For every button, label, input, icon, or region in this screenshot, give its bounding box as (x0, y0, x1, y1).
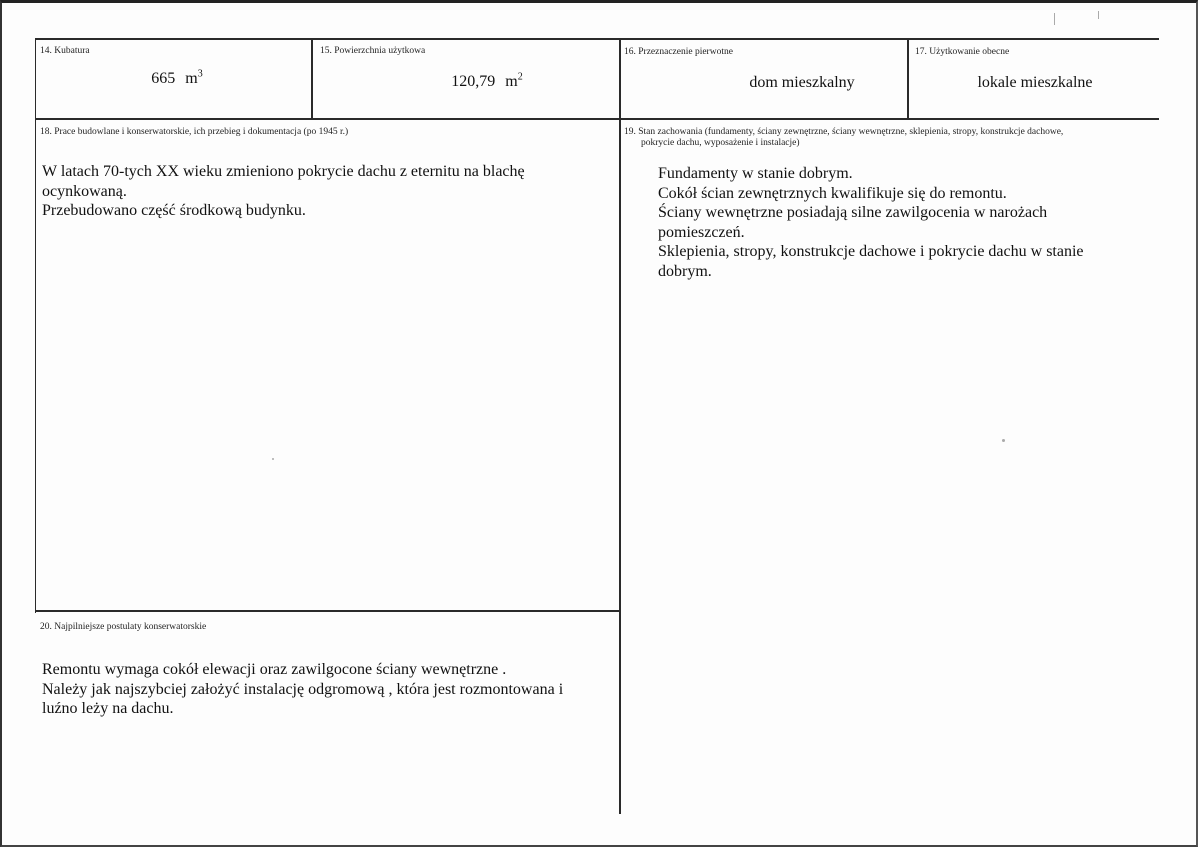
stan-label-line: pokrycie dachu, wyposażenie i instalacje) (641, 138, 800, 148)
divider-16-17 (907, 38, 909, 120)
uzytkowanie-label: 17. Użytkowanie obecne (915, 47, 1010, 57)
powierzchnia-number: 120,79 (451, 73, 496, 90)
postulaty-line: luźno leży na dachu. (42, 700, 174, 717)
divider-14-15 (311, 38, 313, 120)
kubatura-unit: m (185, 70, 198, 87)
prace-text (42, 162, 525, 221)
kubatura-number: 665 (151, 70, 176, 87)
stan-line: pomieszczeń. (658, 223, 745, 241)
prace-line: Przebudowano część środkową budynku. (42, 202, 306, 219)
postulaty-label: 20. Najpilniejsze postulaty konserwatorskie (40, 622, 207, 632)
stan-line: dobrym. (658, 262, 712, 280)
powierzchnia-unit: m (505, 73, 518, 90)
scan-speck (1002, 439, 1005, 442)
stan-label-line: 19. Stan zachowania (fundamenty, ściany zewnętrzne, ściany wewnętrzne, sklepienia, stropy, konstrukcje dachowe, (624, 127, 1064, 137)
postulaty-text (42, 660, 563, 719)
stan-line: Fundamenty w stanie dobrym. (658, 165, 853, 182)
powierzchnia-unit-exponent: 2 (517, 71, 523, 83)
kubatura-label: 14. Kubatura (40, 46, 90, 56)
postulaty-top-border (35, 610, 621, 612)
stan-label (624, 127, 1063, 149)
powierzchnia-value (422, 73, 552, 91)
postulaty-line: Remontu wymaga cokół elewacji oraz zawilgocone ściany wewnętrzne . (42, 661, 507, 678)
prace-label: 18. Prace budowlane i konserwatorskie, ich przebieg i dokumentacja (po 1945 r.) (40, 127, 349, 137)
stan-line: Sklepienia, stropy, konstrukcje dachowe i pokrycie dachu w stanie (658, 243, 1084, 260)
kubatura-value (122, 70, 232, 88)
divider-main (619, 38, 621, 814)
powierzchnia-label: 15. Powierzchnia użytkowa (320, 46, 426, 56)
stan-line: Cokół ścian zewnętrznych kwalifikuje się do remontu. (658, 184, 1007, 202)
stan-line: Ściany wewnętrzne posiadają silne zawilgocenia w narożach (658, 204, 1048, 221)
przeznaczenie-value: dom mieszkalny (749, 74, 855, 91)
uzytkowanie-value: lokale mieszkalne (977, 74, 1093, 91)
kubatura-unit-exponent: 3 (197, 68, 203, 80)
postulaty-line: Należy jak najszybciej założyć instalację odgromową , która jest rozmontowana i (42, 680, 564, 698)
top-row-bottom-border (35, 118, 1159, 120)
scan-speck (1054, 13, 1055, 25)
top-row-top-border (35, 38, 1159, 40)
prace-line: ocynkowaną. (42, 182, 127, 200)
scan-speck (272, 458, 274, 460)
stan-text (658, 164, 1084, 281)
left-border (35, 38, 36, 613)
prace-line: W latach 70-tych XX wieku zmieniono pokrycie dachu z eternitu na blachę (42, 163, 525, 180)
przeznaczenie-label: 16. Przeznaczenie pierwotne (624, 47, 733, 57)
scan-speck (1098, 11, 1099, 19)
